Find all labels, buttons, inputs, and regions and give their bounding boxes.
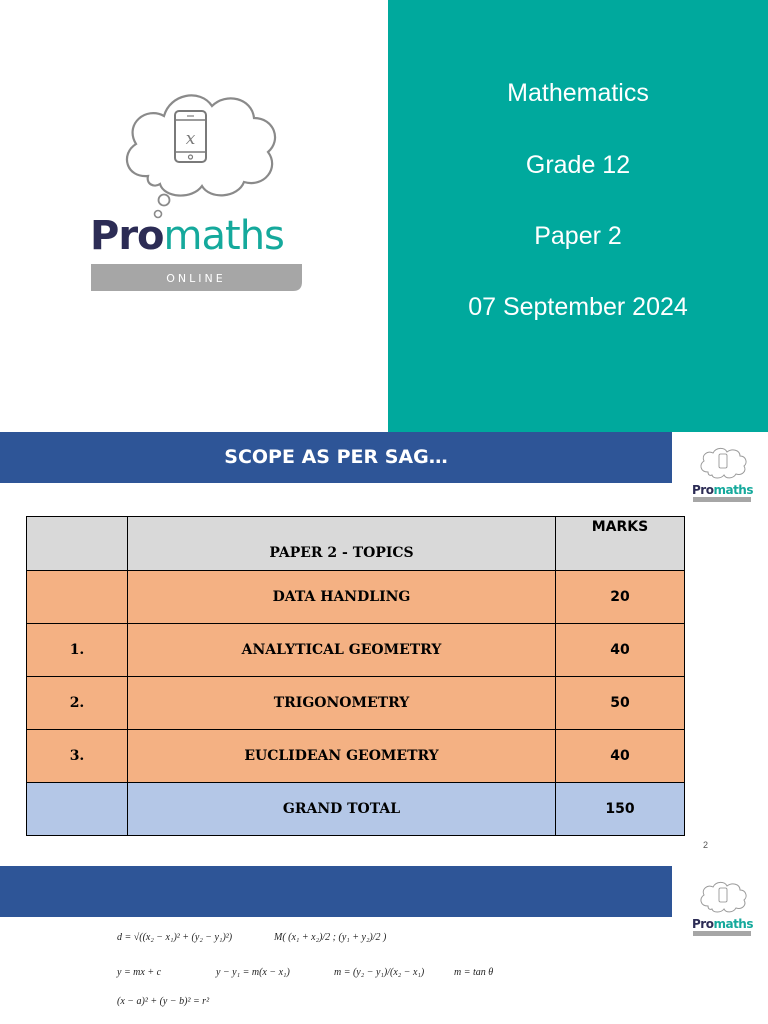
promaths-logo-small	[690, 446, 754, 506]
point-gradient-formula: y − y₁ = m(x − x₁)	[216, 967, 290, 978]
topics-table	[26, 516, 685, 836]
row-marks: 50	[556, 677, 685, 730]
paper-label: Paper 2	[534, 222, 622, 250]
gradient-formula: m = (y₂ − y₁)/(x₂ − x₁)	[334, 967, 425, 978]
svg-text:ONLINE: ONLINE	[166, 272, 226, 285]
row-topic: DATA HANDLING	[128, 571, 556, 624]
title-panel	[388, 0, 768, 432]
grand-total-row	[27, 783, 685, 836]
table-row	[27, 624, 685, 677]
formula-slide	[0, 866, 768, 1024]
table-header-row	[27, 517, 685, 571]
page-number: 2	[703, 840, 709, 850]
svg-text:Promaths: Promaths	[90, 213, 284, 259]
row-number: 1.	[27, 624, 128, 677]
promaths-logo	[88, 84, 310, 296]
header-topic-cell: PAPER 2 - TOPICS	[128, 517, 556, 571]
midpoint-formula: M( (x₁ + x₂)/2 ; (y₁ + y₂)/2 )	[274, 932, 387, 943]
circle-formula: (x − a)² + (y − b)² = r²	[117, 996, 210, 1007]
header-marks-cell: MARKS	[556, 517, 685, 571]
scope-slide	[0, 432, 768, 866]
table-row	[27, 730, 685, 783]
promaths-logo-small	[690, 880, 754, 940]
total-marks: 150	[556, 783, 685, 836]
total-number-cell	[27, 783, 128, 836]
distance-formula: d = √((x₂ − x₁)² + (y₂ − y₁)²)	[117, 932, 233, 943]
svg-text:x: x	[185, 129, 196, 149]
svg-text:Promaths: Promaths	[692, 483, 753, 497]
row-number: 3.	[27, 730, 128, 783]
row-topic: ANALYTICAL GEOMETRY	[128, 624, 556, 677]
slide-header-band	[0, 866, 672, 917]
row-topic: TRIGONOMETRY	[128, 677, 556, 730]
total-label: GRAND TOTAL	[128, 783, 556, 836]
svg-text:Promaths: Promaths	[692, 917, 753, 931]
table-row	[27, 571, 685, 624]
row-number	[27, 571, 128, 624]
inclination-formula: m = tan θ	[454, 967, 494, 978]
header-number-cell	[27, 517, 128, 571]
slide-title: SCOPE AS PER SAG…	[224, 446, 448, 468]
subject-title: Mathematics	[507, 79, 649, 107]
slide-header-band	[0, 432, 672, 483]
row-number: 2.	[27, 677, 128, 730]
grade-label: Grade 12	[525, 151, 631, 179]
table-row	[27, 677, 685, 730]
row-marks: 40	[556, 624, 685, 677]
row-marks: 20	[556, 571, 685, 624]
cover-slide	[0, 0, 768, 432]
row-marks: 40	[556, 730, 685, 783]
straight-line-formula: y = mx + c	[117, 967, 162, 978]
exam-date: 07 September 2024	[468, 293, 688, 321]
row-topic: EUCLIDEAN GEOMETRY	[128, 730, 556, 783]
